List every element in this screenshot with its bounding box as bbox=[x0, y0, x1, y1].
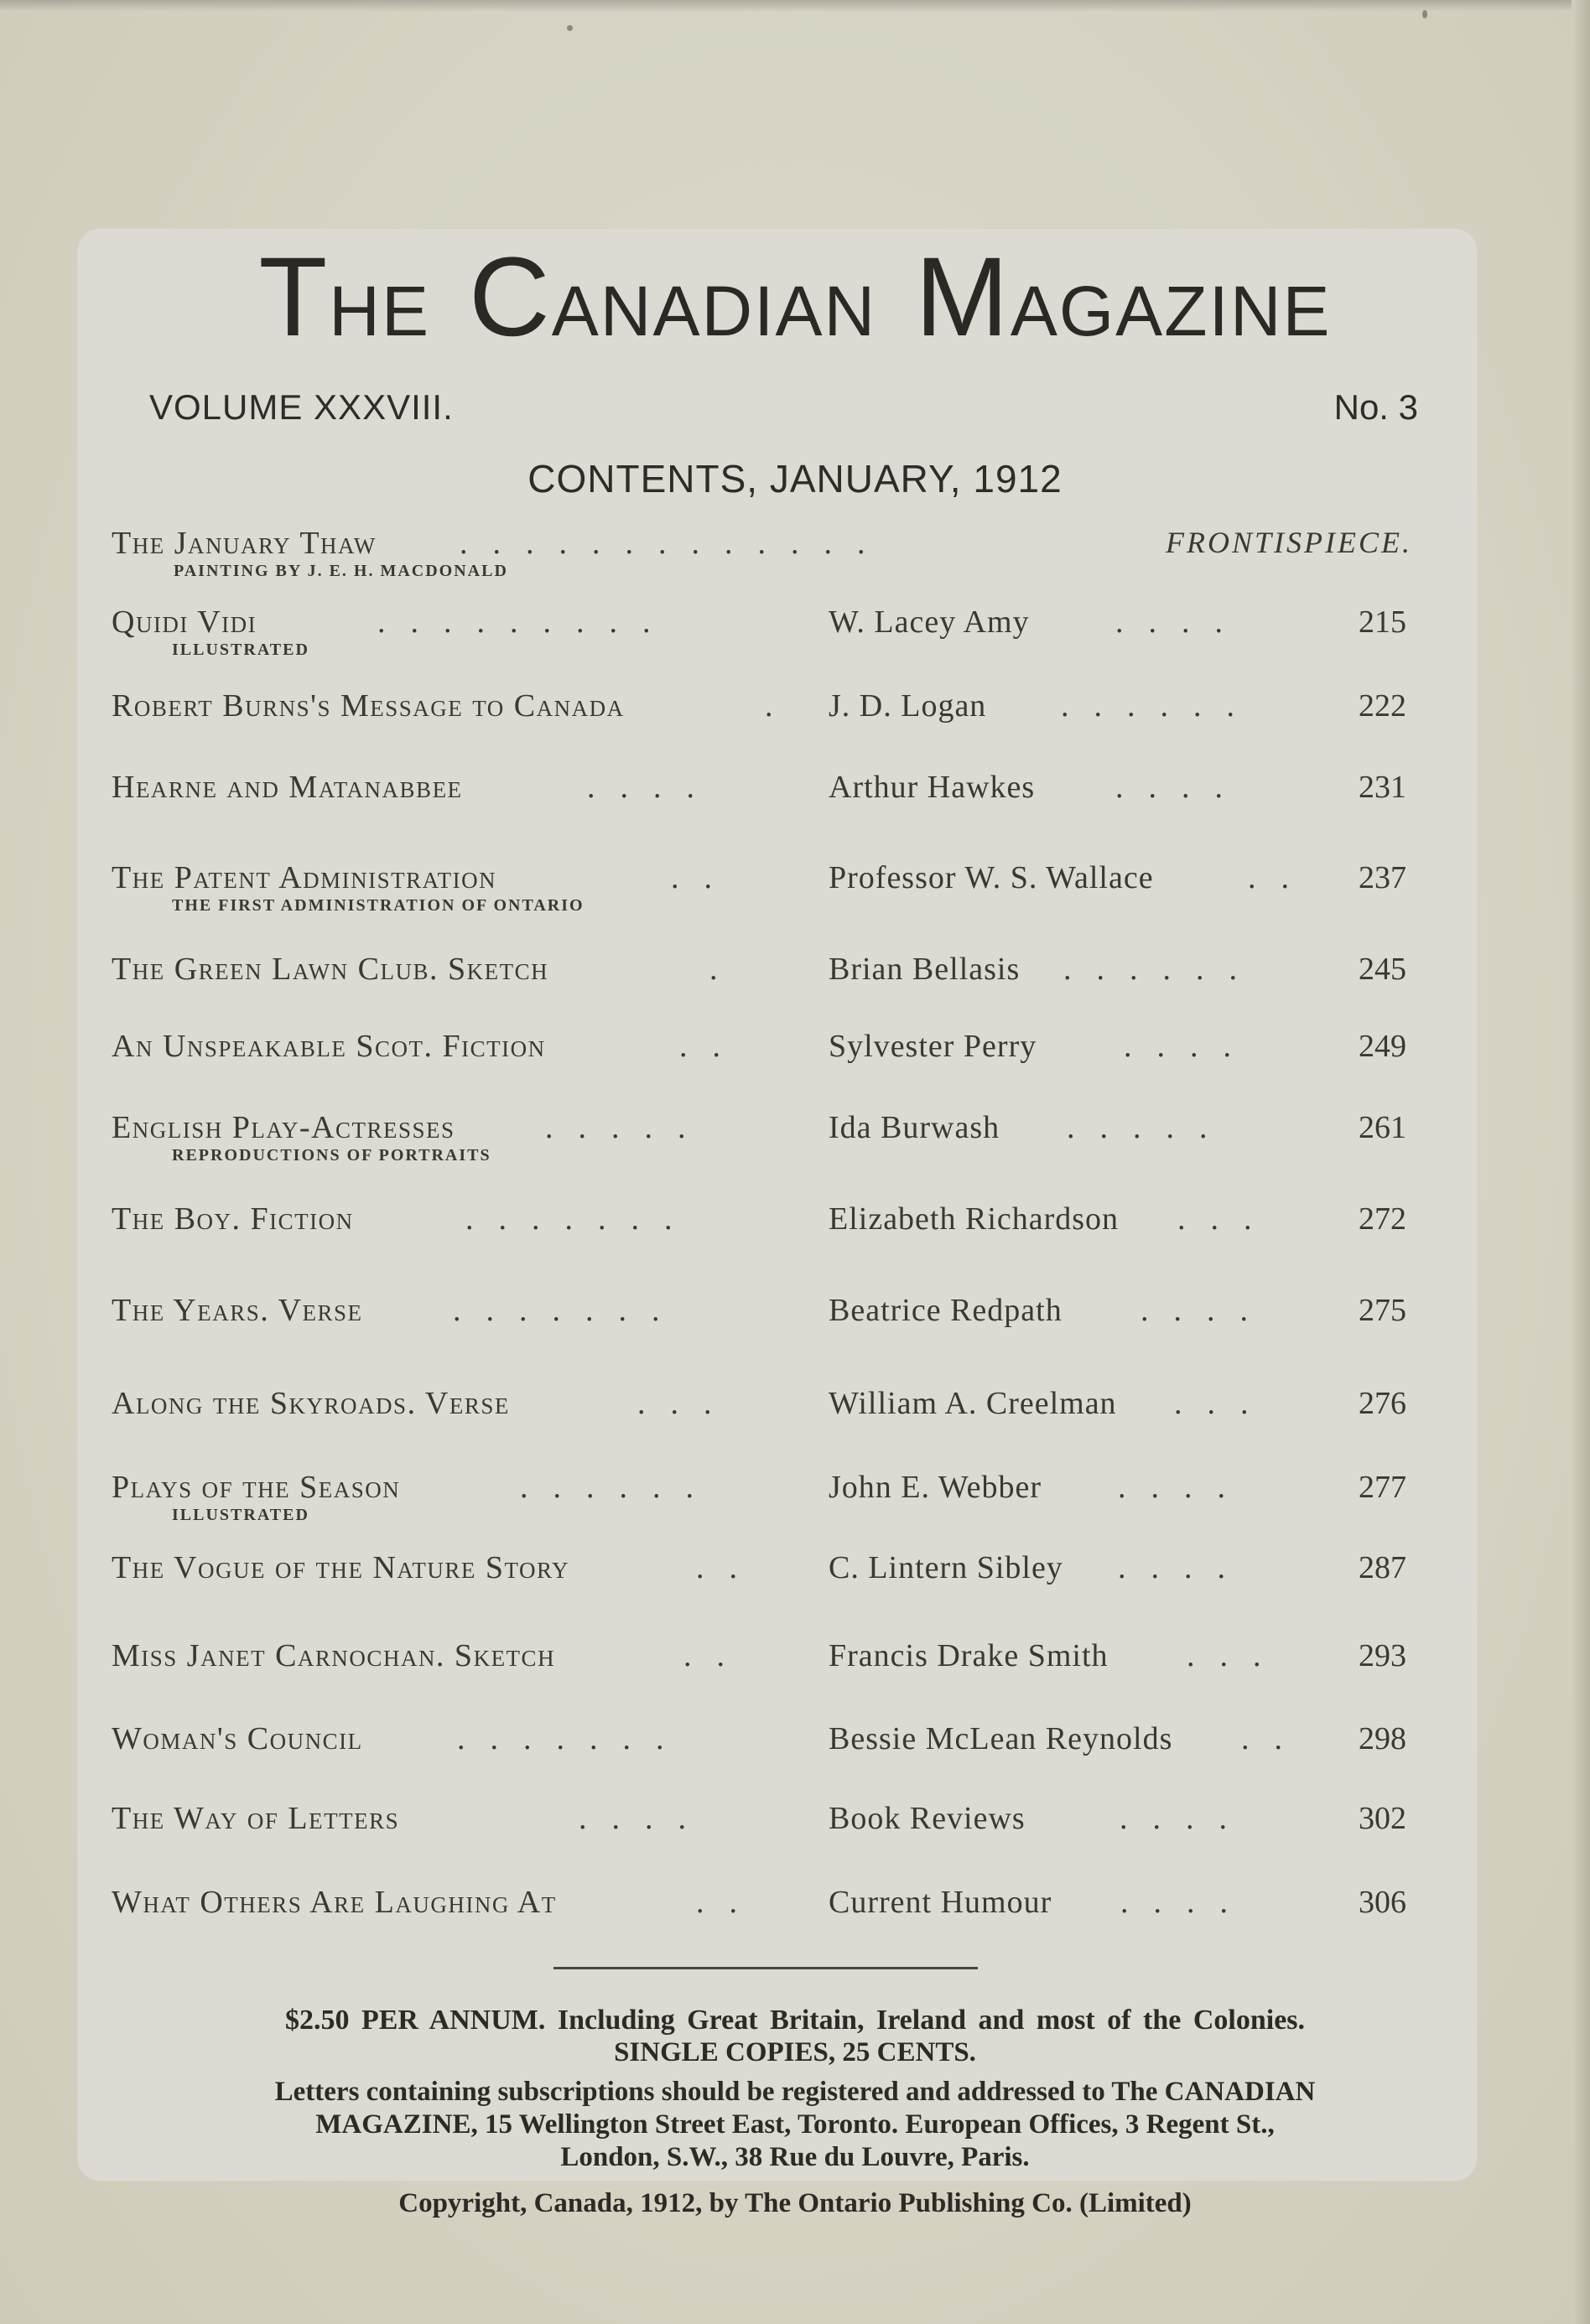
leader-dots: ...... bbox=[1061, 688, 1260, 724]
entry-title: Woman's Council bbox=[112, 1721, 363, 1756]
entry-title: Miss Janet Carnochan. Sketch bbox=[112, 1638, 556, 1673]
leader-dots: ... bbox=[1174, 1386, 1274, 1421]
entry-page-number: 302 bbox=[1359, 1801, 1406, 1836]
entry-subtitle: THE FIRST ADMINISTRATION OF ONTARIO bbox=[172, 896, 585, 915]
entry-subtitle: ILLUSTRATED bbox=[172, 641, 309, 659]
entry-title: Plays of the Season bbox=[112, 1470, 401, 1505]
leader-dots: .... bbox=[587, 770, 720, 805]
entry-author: Arthur Hawkes bbox=[829, 770, 1036, 805]
leader-dots: . bbox=[765, 688, 798, 724]
footer-divider bbox=[553, 1967, 978, 1969]
entry-author: Bessie McLean Reynolds bbox=[829, 1721, 1173, 1756]
entry-page-number: 277 bbox=[1359, 1470, 1406, 1505]
entry-subtitle: REPRODUCTIONS OF PORTRAITS bbox=[172, 1146, 491, 1165]
subscription-footer bbox=[0, 2004, 1590, 2220]
entry-page-number: 237 bbox=[1359, 860, 1406, 895]
contents-entry bbox=[0, 1201, 1590, 1276]
leader-dots: ...... bbox=[1063, 952, 1262, 987]
leader-dots: .. bbox=[1248, 860, 1314, 895]
leader-dots: ....... bbox=[457, 1721, 689, 1756]
entry-page-number: 245 bbox=[1359, 952, 1406, 987]
title-word-anadian: ANADIAN bbox=[551, 272, 877, 350]
entry-page-number: 293 bbox=[1359, 1638, 1406, 1673]
leader-dots: . bbox=[709, 952, 743, 987]
leader-dots: .... bbox=[1120, 1885, 1253, 1920]
contents-entry bbox=[0, 1292, 1590, 1367]
title-word-he: HE bbox=[329, 272, 430, 350]
entry-author: Sylvester Perry bbox=[829, 1029, 1037, 1064]
entry-title: English Play-Actresses bbox=[112, 1110, 455, 1145]
entry-author: W. Lacey Amy bbox=[829, 604, 1030, 640]
entry-page-number: 287 bbox=[1359, 1550, 1406, 1585]
title-word-agazine: AGAZINE bbox=[1010, 272, 1332, 350]
leader-dots: .. bbox=[696, 1885, 762, 1920]
leader-dots: .... bbox=[1115, 604, 1248, 640]
volume-number: VOLUME XXXVIII. bbox=[149, 387, 454, 427]
entry-page-number: 222 bbox=[1359, 688, 1406, 724]
entry-subtitle: PAINTING BY J. E. H. MACDONALD bbox=[174, 562, 508, 580]
leader-dots: ... bbox=[1187, 1638, 1286, 1673]
contents-entry bbox=[0, 1800, 1590, 1875]
contents-entry bbox=[0, 1884, 1590, 1959]
contents-entry bbox=[0, 604, 1590, 679]
entry-author: Beatrice Redpath bbox=[829, 1293, 1063, 1328]
leader-dots: .. bbox=[1241, 1721, 1307, 1756]
entry-page-number: 298 bbox=[1359, 1721, 1406, 1756]
entry-author: Professor W. S. Wallace bbox=[829, 860, 1154, 895]
footer-paris-line: London, S.W., 38 Rue du Louvre, Paris. bbox=[560, 2142, 1030, 2172]
leader-dots: ... bbox=[1177, 1201, 1277, 1237]
footer-single-copies: SINGLE COPIES, 25 CENTS. bbox=[614, 2037, 976, 2067]
entry-title: Robert Burns's Message to Canada bbox=[112, 688, 625, 724]
entry-page-number: 249 bbox=[1359, 1029, 1406, 1064]
entry-title: The Green Lawn Club. Sketch bbox=[112, 952, 549, 987]
entry-page-number: 276 bbox=[1359, 1386, 1406, 1421]
contents-entry bbox=[0, 769, 1590, 844]
contents-entry bbox=[0, 951, 1590, 1026]
footer-copyright: Copyright, Canada, 1912, by The Ontario Publishing Co. (Limited) bbox=[398, 2188, 1192, 2218]
leader-dots: ............. bbox=[460, 526, 891, 561]
contents-entry bbox=[0, 687, 1590, 763]
page-top-edge bbox=[0, 0, 1590, 12]
leader-dots: ......... bbox=[377, 604, 676, 640]
contents-entry bbox=[0, 1720, 1590, 1796]
entry-author: William A. Creelman bbox=[829, 1386, 1117, 1421]
contents-entry bbox=[0, 1109, 1590, 1185]
entry-author: John E. Webber bbox=[829, 1470, 1042, 1505]
paper-speck bbox=[1422, 10, 1427, 18]
contents-entry bbox=[0, 1385, 1590, 1460]
magazine-title bbox=[0, 233, 1590, 361]
entry-author: Book Reviews bbox=[829, 1801, 1026, 1836]
leader-dots: .... bbox=[1115, 770, 1248, 805]
entry-page-number: 272 bbox=[1359, 1201, 1406, 1237]
contents-entry bbox=[0, 1637, 1590, 1713]
footer-letters-line: Letters containing subscriptions should be registered and addressed to The CANADIAN bbox=[274, 2077, 1316, 2107]
frontispiece-label: FRONTISPIECE. bbox=[1166, 526, 1412, 559]
entry-subtitle: ILLUSTRATED bbox=[172, 1506, 309, 1524]
entry-title: The Patent Administration bbox=[112, 860, 497, 895]
leader-dots: .... bbox=[1141, 1293, 1273, 1328]
entry-title: The Years. Verse bbox=[112, 1293, 363, 1328]
entry-title: The Vogue of the Nature Story bbox=[112, 1550, 570, 1585]
leader-dots: ...... bbox=[520, 1470, 719, 1505]
title-initial-c: C bbox=[469, 235, 552, 360]
title-initial-t: T bbox=[258, 235, 330, 360]
entry-page-number: 306 bbox=[1359, 1885, 1406, 1920]
issue-number: No. 3 bbox=[1333, 387, 1418, 427]
paper-speck bbox=[567, 25, 573, 31]
entry-author: Ida Burwash bbox=[829, 1110, 1000, 1145]
leader-dots: ..... bbox=[1067, 1110, 1233, 1145]
entry-page-number: 261 bbox=[1359, 1110, 1406, 1145]
title-initial-m: M bbox=[915, 235, 1011, 360]
entry-title: The Way of Letters bbox=[112, 1801, 400, 1836]
leader-dots: .. bbox=[683, 1638, 750, 1673]
leader-dots: .. bbox=[671, 860, 737, 895]
entry-author: J. D. Logan bbox=[829, 688, 987, 724]
leader-dots: .... bbox=[1124, 1029, 1256, 1064]
entry-author: C. Lintern Sibley bbox=[829, 1550, 1063, 1585]
entry-page-number: 215 bbox=[1359, 604, 1406, 640]
leader-dots: .. bbox=[696, 1550, 762, 1585]
leader-dots: ..... bbox=[545, 1110, 711, 1145]
contents-entry bbox=[0, 1469, 1590, 1544]
contents-heading: CONTENTS, JANUARY, 1912 bbox=[527, 457, 1063, 501]
entry-page-number: 275 bbox=[1359, 1293, 1406, 1328]
frontispiece-entry bbox=[0, 525, 1590, 600]
entry-title: Along the Skyroads. Verse bbox=[112, 1386, 510, 1421]
entry-author: Current Humour bbox=[829, 1885, 1052, 1920]
entry-author: Francis Drake Smith bbox=[829, 1638, 1109, 1673]
contents-entry bbox=[0, 1549, 1590, 1625]
footer-address-line: MAGAZINE, 15 Wellington Street East, Toronto. European Offices, 3 Regent St., bbox=[315, 2109, 1275, 2140]
leader-dots: .... bbox=[1118, 1550, 1250, 1585]
leader-dots: ....... bbox=[453, 1293, 685, 1328]
contents-entry bbox=[0, 859, 1590, 935]
leader-dots: ....... bbox=[465, 1201, 698, 1237]
entry-page-number: 231 bbox=[1359, 770, 1406, 805]
entry-title: What Others Are Laughing At bbox=[112, 1885, 557, 1920]
entry-author: Brian Bellasis bbox=[829, 952, 1021, 987]
entry-title: The January Thaw bbox=[112, 526, 377, 561]
footer-price-line: $2.50 PER ANNUM. Including Great Britain, Ireland and most of the Colonies. bbox=[284, 2005, 1306, 2036]
contents-entry bbox=[0, 1028, 1590, 1103]
leader-dots: .... bbox=[1120, 1801, 1252, 1836]
entry-title: The Boy. Fiction bbox=[112, 1201, 354, 1237]
leader-dots: .. bbox=[679, 1029, 746, 1064]
leader-dots: ... bbox=[637, 1386, 737, 1421]
leader-dots: .... bbox=[1118, 1470, 1250, 1505]
leader-dots: .... bbox=[579, 1801, 711, 1836]
entry-author: Elizabeth Richardson bbox=[829, 1201, 1120, 1237]
entry-title: An Unspeakable Scot. Fiction bbox=[112, 1029, 546, 1064]
entry-title: Hearne and Matanabbee bbox=[112, 770, 463, 805]
entry-title: Quidi Vidi bbox=[112, 604, 257, 640]
